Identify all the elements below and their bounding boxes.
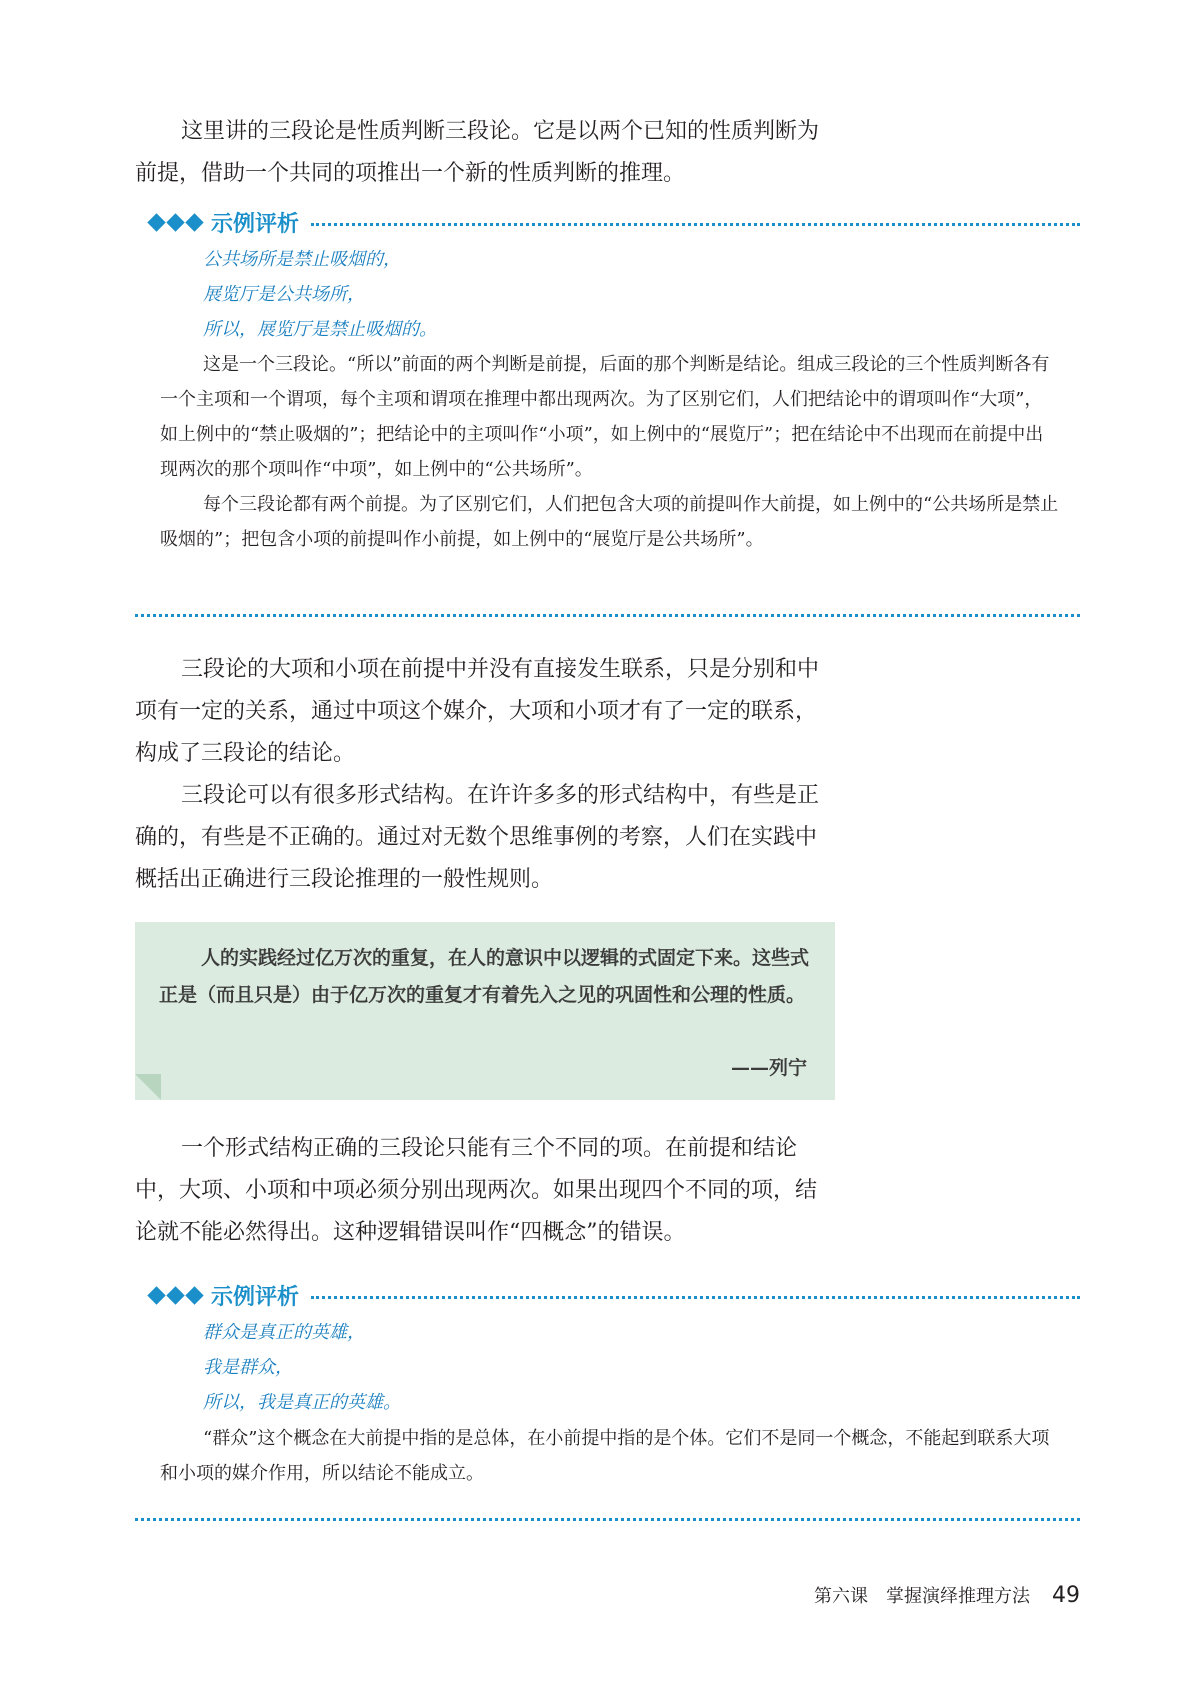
example-header-1 (150, 205, 1080, 239)
body-paragraph: 三段论的大项和小项在前提中并没有直接发生联系，只是分别和中项有一定的关系，通过中项这个媒介，大项和小项才有了一定的联系，构成了三段论的结论。 (135, 657, 820, 766)
analysis-paragraph: 每个三段论都有两个前提。为了区别它们，人们把包含大项的前提叫作大前提，如上例中的“公共场所是禁止吸烟的”；把包含小项的前提叫作小前提，如上例中的“展览厅是公共场所”。 (160, 494, 1059, 550)
major-premise: 公共场所是禁止吸烟的， (203, 249, 401, 270)
quote-author: ——列宁 (730, 1057, 807, 1079)
chapter-title: 第六课 掌握演绎推理方法 (814, 1586, 1030, 1607)
analysis-paragraph: “群众”这个概念在大前提中指的是总体，在小前提中指的是个体。它们不是同一个概念，不能起到联系大项和小项的媒介作用，所以结论不能成立。 (160, 1428, 1050, 1484)
body-paragraph: 三段论可以有很多形式结构。在许许多多的形式结构中，有些是正确的，有些是不正确的。通过对无数个思维事例的考察，人们在实践中概括出正确进行三段论推理的一般性规则。 (135, 783, 820, 892)
section-divider (135, 1518, 1080, 1521)
example-analysis-2 (160, 1421, 1060, 1491)
example-analysis-1 (160, 347, 1060, 557)
example-title: 示例评析 (211, 1284, 300, 1310)
diamond-bullets-icon (150, 1289, 201, 1302)
page-fold-icon (135, 1074, 161, 1100)
dotted-rule (311, 1296, 1080, 1299)
intro-text (135, 111, 835, 195)
analysis-paragraph: 这是一个三段论。“所以”前面的两个判断是前提，后面的那个判断是结论。组成三段论的三个性质判断各有一个主项和一个谓项，每个主项和谓项在推理中都出现两次。为了区别它们，人们把结论中的谓项叫作“大项”，如上例中的“禁止吸烟的”；把结论中的主项叫作“小项”，如上例中的“展览厅”；把在结论中不出现而在前提中出现两次的那个项叫作“中项”，如上例中的“公共场所”。 (160, 354, 1050, 480)
conclusion: 所以，展览厅是禁止吸烟的。 (203, 319, 437, 340)
intro-paragraph: 这里讲的三段论是性质判断三段论。它是以两个已知的性质判断为前提，借助一个共同的项推出一个新的性质判断的推理。 (135, 119, 820, 186)
minor-premise: 展览厅是公共场所， (203, 284, 365, 305)
section-divider (135, 614, 1080, 617)
page-footer (700, 1582, 1080, 1608)
dotted-rule (311, 223, 1080, 226)
conclusion: 所以，我是真正的英雄。 (203, 1392, 401, 1413)
diamond-bullets-icon (150, 216, 201, 229)
rule-text (135, 1128, 835, 1254)
quote-paragraph: 人的实践经过亿万次的重复，在人的意识中以逻辑的式固定下来。这些式正是（而且只是）由于亿万次的重复才有着先入之见的巩固性和公理的性质。 (159, 947, 810, 1006)
middle-text (135, 649, 835, 901)
example-header-2 (150, 1278, 1080, 1312)
quote-box (135, 922, 835, 1100)
example-title: 示例评析 (211, 211, 300, 237)
minor-premise: 我是群众， (203, 1357, 293, 1378)
rule-paragraph: 一个形式结构正确的三段论只能有三个不同的项。在前提和结论中，大项、小项和中项必须分别出现两次。如果出现四个不同的项，结论就不能必然得出。这种逻辑错误叫作“四概念”的错误。 (135, 1136, 818, 1245)
quote-text (159, 940, 809, 1014)
page-number: 49 (1052, 1583, 1080, 1608)
example-syllogism-1 (203, 242, 437, 347)
major-premise: 群众是真正的英雄， (203, 1322, 365, 1343)
example-syllogism-2 (203, 1315, 401, 1420)
